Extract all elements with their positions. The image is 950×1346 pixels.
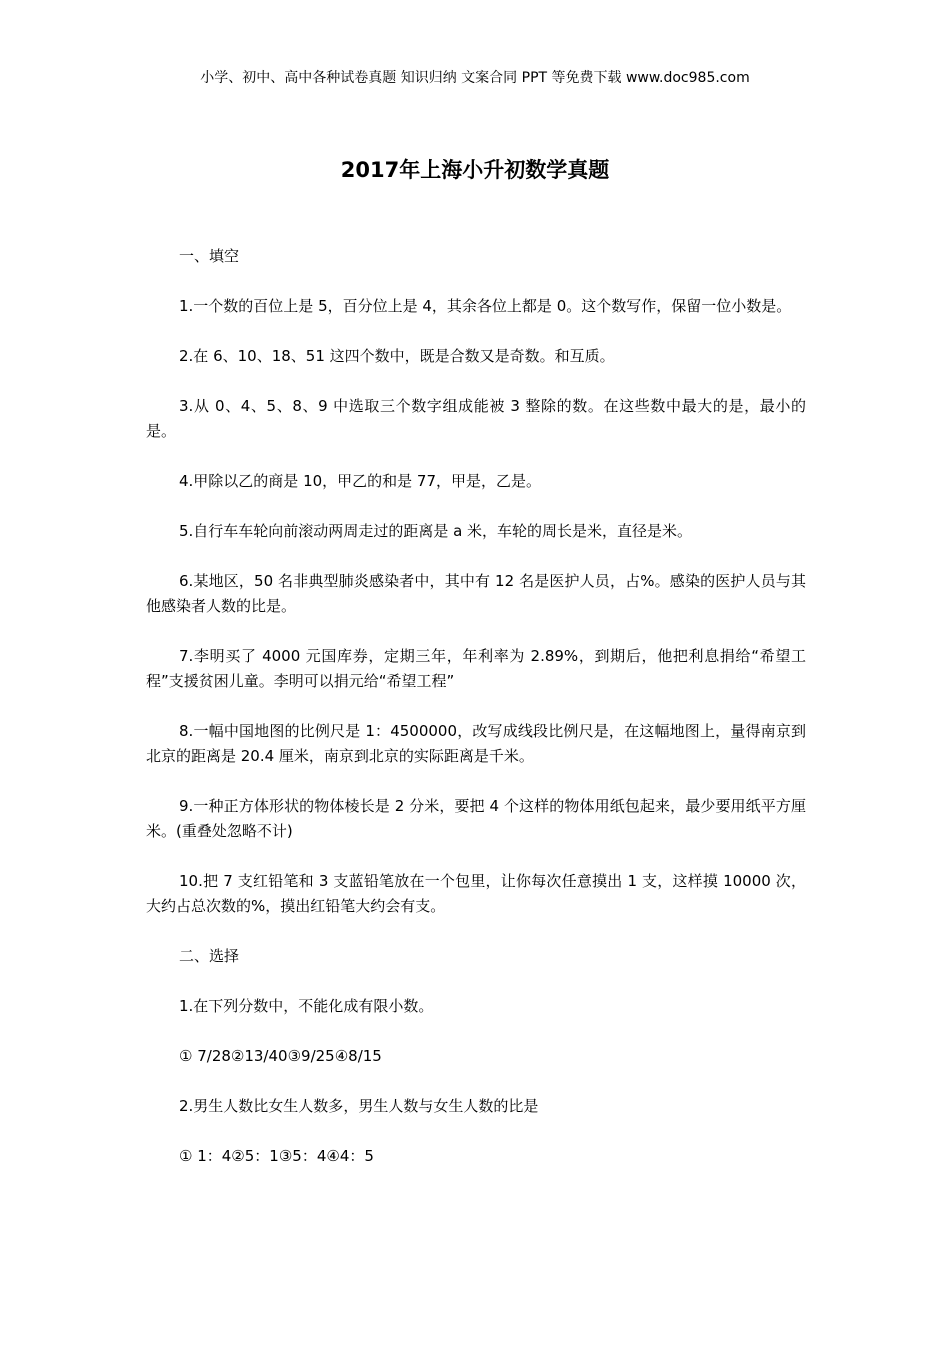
question-fill-10: 10.把 7 支红铅笔和 3 支蓝铅笔放在一个包里，让你每次任意摸出 1 支，这样摸 10000 次，大约占总次数的%，摸出红铅笔大约会有支。 xyxy=(146,872,806,915)
question-fill-7: 7.李明买了 4000 元国库券，定期三年，年利率为 2.89%，到期后，他把利息捐给“希望工程”支援贫困儿童。李明可以捐元给“希望工程” xyxy=(146,647,806,690)
page-header: 小学、初中、高中各种试卷真题 知识归纳 文案合同 PPT 等免费下载 www.doc985.com xyxy=(200,70,750,86)
question-fill-9: 9.一种正方体形状的物体棱长是 2 分米，要把 4 个这样的物体用纸包起来，最少要用纸平方厘米。(重叠处忽略不计) xyxy=(146,797,806,840)
question-choice-1: 1.在下列分数中，不能化成有限小数。 xyxy=(179,997,434,1015)
question-fill-3: 3.从 0、4、5、8、9 中选取三个数字组成能被 3 整除的数。在这些数中最大的是，最小的是。 xyxy=(146,397,806,440)
question-fill-1: 1.一个数的百位上是 5，百分位上是 4，其余各位上都是 0。这个数写作，保留一位小数是。 xyxy=(179,297,792,315)
document-body xyxy=(146,244,806,1194)
question-fill-6: 6.某地区，50 名非典型肺炎感染者中，其中有 12 名是医护人员，占%。感染的医护人员与其他感染者人数的比是。 xyxy=(146,572,806,615)
question-fill-5: 5.自行车车轮向前滚动两周走过的距离是 a 米，车轮的周长是米，直径是米。 xyxy=(179,522,693,540)
question-fill-2: 2.在 6、10、18、51 这四个数中，既是合数又是奇数。和互质。 xyxy=(179,347,615,365)
question-choice-1-options: ① 7/28②13/40③9/25④8/15 xyxy=(179,1047,382,1065)
question-fill-4: 4.甲除以乙的商是 10，甲乙的和是 77，甲是，乙是。 xyxy=(179,472,542,490)
section-heading-fill-in: 一、填空 xyxy=(179,247,240,265)
document-title: 2017年上海小升初数学真题 xyxy=(340,158,610,182)
question-choice-2: 2.男生人数比女生人数多，男生人数与女生人数的比是 xyxy=(179,1097,539,1115)
question-fill-8: 8.一幅中国地图的比例尺是 1：4500000，改写成线段比例尺是，在这幅地图上，量得南京到北京的距离是 20.4 厘米，南京到北京的实际距离是千米。 xyxy=(146,722,806,765)
question-choice-2-options: ① 1：4②5：1③5：4④4：5 xyxy=(179,1147,374,1165)
section-heading-choice: 二、选择 xyxy=(179,947,240,965)
